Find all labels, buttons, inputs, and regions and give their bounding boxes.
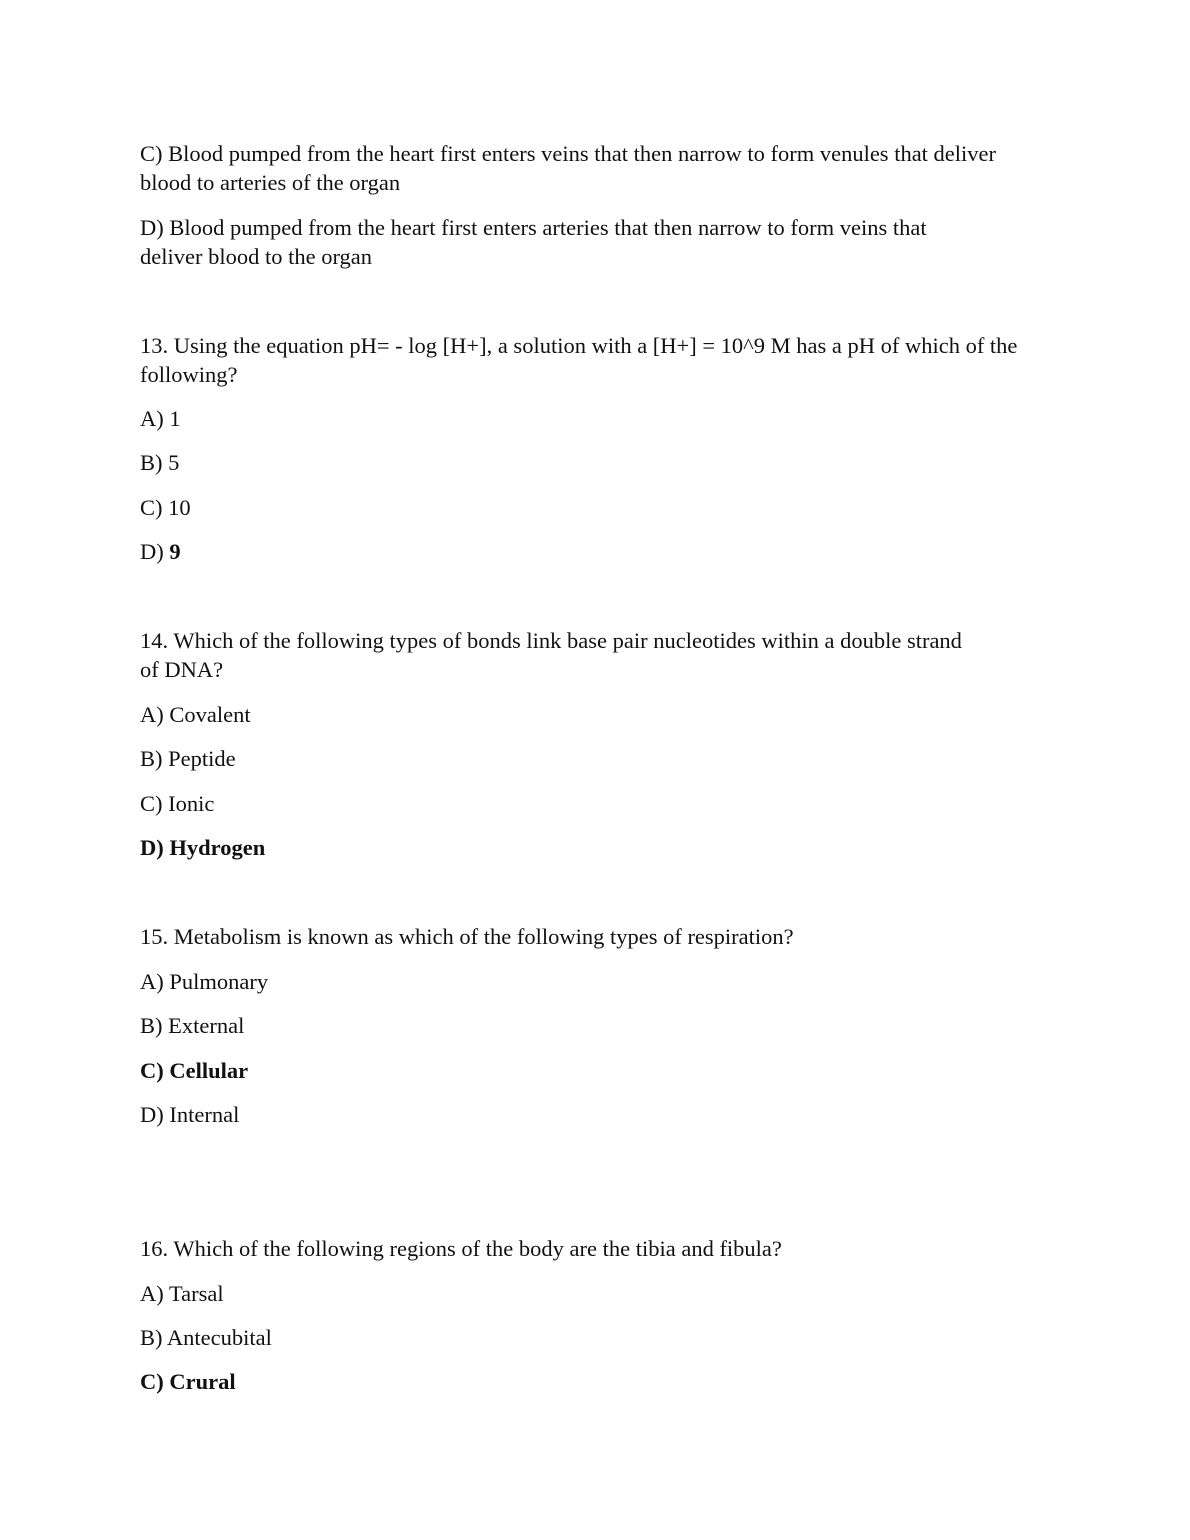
q16-option-b: B) Antecubital — [140, 1325, 272, 1350]
q13-option-d-answer: 9 — [169, 539, 181, 564]
q12-option-c-line2: blood to arteries of the organ — [140, 170, 401, 195]
q13-option-a: A) 1 — [140, 406, 181, 431]
q15-option-b: B) External — [140, 1013, 245, 1038]
q14-option-c: C) Ionic — [140, 791, 215, 816]
q13-option-d — [140, 537, 181, 566]
q12-option-d-line1: D) Blood pumped from the heart first enters arteries that then narrow to form veins that — [140, 215, 927, 240]
q13-question-line2: following? — [140, 362, 238, 387]
q12-option-d-line2: deliver blood to the organ — [140, 244, 373, 269]
q14-option-d-answer: D) Hydrogen — [140, 835, 266, 860]
q14-question-line1: 14. Which of the following types of bonds link base pair nucleotides within a double strand — [140, 628, 962, 653]
q15-option-a: A) Pulmonary — [140, 969, 269, 994]
q16-option-c-answer: C) Crural — [140, 1369, 236, 1394]
q13-option-d-prefix: D) — [140, 539, 170, 564]
q15-question: 15. Metabolism is known as which of the following types of respiration? — [140, 924, 794, 949]
q15-option-d: D) Internal — [140, 1102, 240, 1127]
q14-option-a: A) Covalent — [140, 702, 251, 727]
q16-option-a: A) Tarsal — [140, 1281, 224, 1306]
q15-option-c-answer: C) Cellular — [140, 1058, 249, 1083]
q16-question: 16. Which of the following regions of the body are the tibia and fibula? — [140, 1236, 782, 1261]
q13-question-line1: 13. Using the equation pH= - log [H+], a solution with a [H+] = 10^9 M has a pH of which of the — [140, 333, 1018, 358]
q14-option-b: B) Peptide — [140, 746, 236, 771]
q12-option-c-line1: C) Blood pumped from the heart first enters veins that then narrow to form venules that deliver — [140, 141, 997, 166]
q13-option-b: B) 5 — [140, 450, 180, 475]
q14-question-line2: of DNA? — [140, 657, 224, 682]
q13-option-c: C) 10 — [140, 495, 191, 520]
